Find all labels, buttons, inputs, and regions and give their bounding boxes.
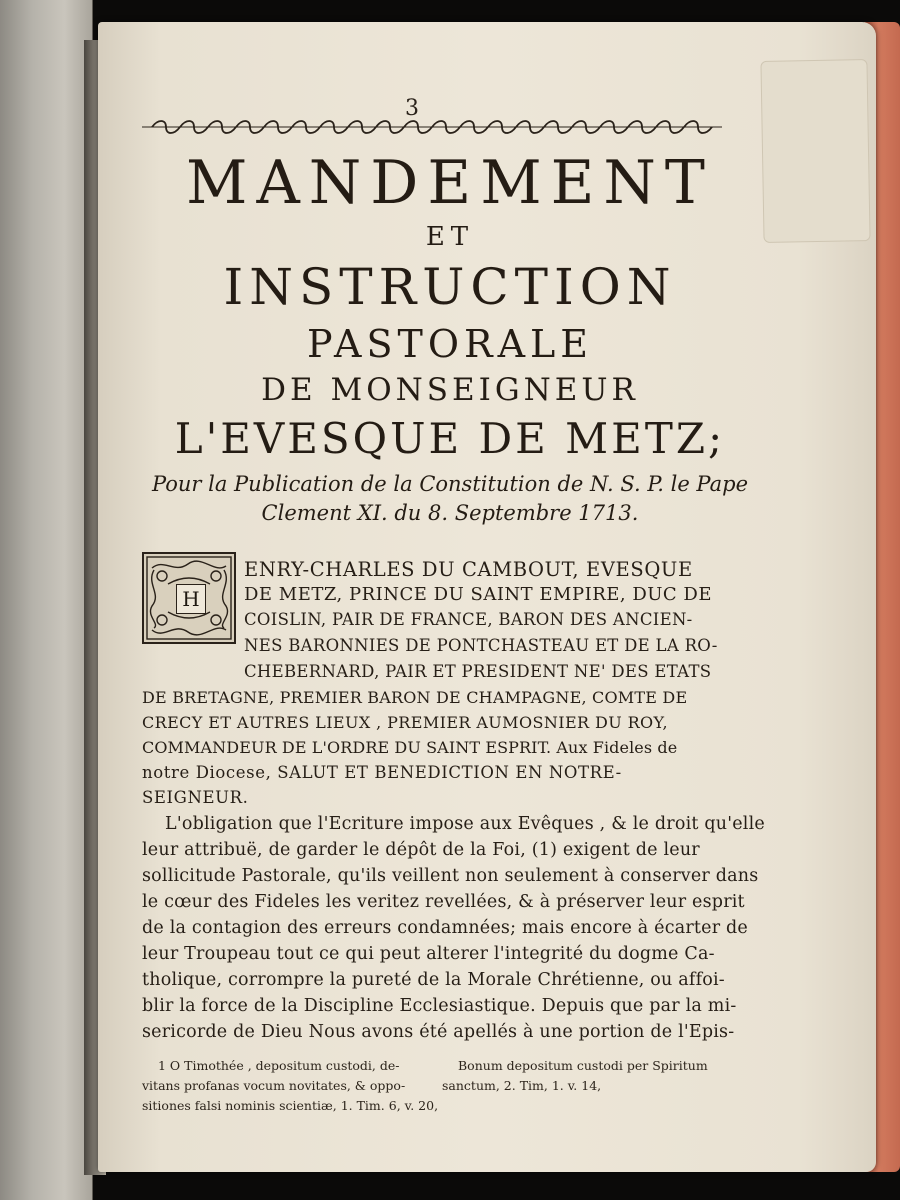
- body-line-7: CRECY ET AUTRES LIEUX , PREMIER AUMOSNIER DU ROY,: [142, 713, 668, 732]
- title-pastorale: PASTORALE: [306, 322, 594, 366]
- body-line-2: DE METZ, PRINCE DU SAINT EMPIRE, DUC DE: [244, 584, 712, 605]
- body-line-14: le cœur des Fideles les veritez revellées, & à préserver leur esprit: [142, 892, 745, 912]
- body-line-18: blir la force de la Discipline Ecclesiastique. Depuis que par la mi-: [142, 996, 737, 1016]
- body-line-15: de la contagion des erreurs condamnées; mais encore à écarter de: [142, 918, 748, 938]
- body-line-13: sollicitude Pastorale, qu'ils veillent non seulement à conserver dans: [142, 866, 759, 886]
- body-line-5: CHEBERNARD, PAIR ET PRESIDENT NE' DES ETATS: [244, 662, 712, 681]
- body-line-17: tholique, corrompre la pureté de la Morale Chrétienne, ou affoi-: [142, 970, 725, 990]
- body-line-4: NES BARONNIES DE PONTCHASTEAU ET DE LA RO-: [244, 636, 718, 655]
- body-line-11: L'obligation que l'Ecriture impose aux Evêques , & le droit qu'elle: [165, 814, 765, 834]
- title-instruction: INSTRUCTION: [223, 258, 677, 316]
- header-ornament: [142, 118, 722, 136]
- body-line-6: DE BRETAGNE, PREMIER BARON DE CHAMPAGNE, COMTE DE: [142, 688, 688, 707]
- footnote-right-1: Bonum depositum custodi per Spiritum: [458, 1058, 708, 1073]
- initial-letter: H: [176, 584, 206, 614]
- body-line-16: leur Troupeau tout ce qui peut alterer l'integrité du dogme Ca-: [142, 944, 715, 964]
- page-number: 3: [405, 96, 419, 121]
- subtitle-line-1: Pour la Publication de la Constitution de N. S. P. le Pape: [151, 472, 748, 496]
- footnote-left-1: 1 O Timothée , depositum custodi, de-: [158, 1058, 400, 1073]
- footnote-right-2: sanctum, 2. Tim, 1. v. 14,: [442, 1078, 602, 1093]
- decorated-initial: [142, 552, 236, 644]
- body-line-12: leur attribuë, de garder le dépôt de la Foi, (1) exigent de leur: [142, 840, 700, 860]
- facing-page-edge: [0, 0, 93, 1200]
- footnote-left-2: vitans profanas vocum novitates, & oppo-: [142, 1078, 406, 1093]
- body-line-3: COISLIN, PAIR DE FRANCE, BARON DES ANCIEN-: [244, 610, 693, 629]
- body-line-1: ENRY-CHARLES DU CAMBOUT, EVESQUE: [244, 558, 693, 581]
- title-monseigneur: DE MONSEIGNEUR: [261, 372, 639, 408]
- footnote-left-3: sitiones falsi nominis scientiæ, 1. Tim. 6, v. 20,: [142, 1098, 439, 1113]
- title-et: ET: [425, 222, 475, 252]
- title-mandement: MANDEMENT: [186, 148, 714, 218]
- subtitle-line-2: Clement XI. du 8. Septembre 1713.: [261, 501, 639, 525]
- title-evesque: L'EVESQUE DE METZ;: [174, 414, 726, 463]
- body-line-19: sericorde de Dieu Nous avons été apellés à une portion de l'Epis-: [142, 1022, 735, 1042]
- body-line-10: SEIGNEUR.: [142, 788, 249, 807]
- body-line-8: COMMANDEUR DE L'ORDRE DU SAINT ESPRIT. Aux Fideles de: [142, 738, 678, 757]
- body-line-9: notre Diocese, SALUT ET BENEDICTION EN NOTRE-: [142, 763, 622, 782]
